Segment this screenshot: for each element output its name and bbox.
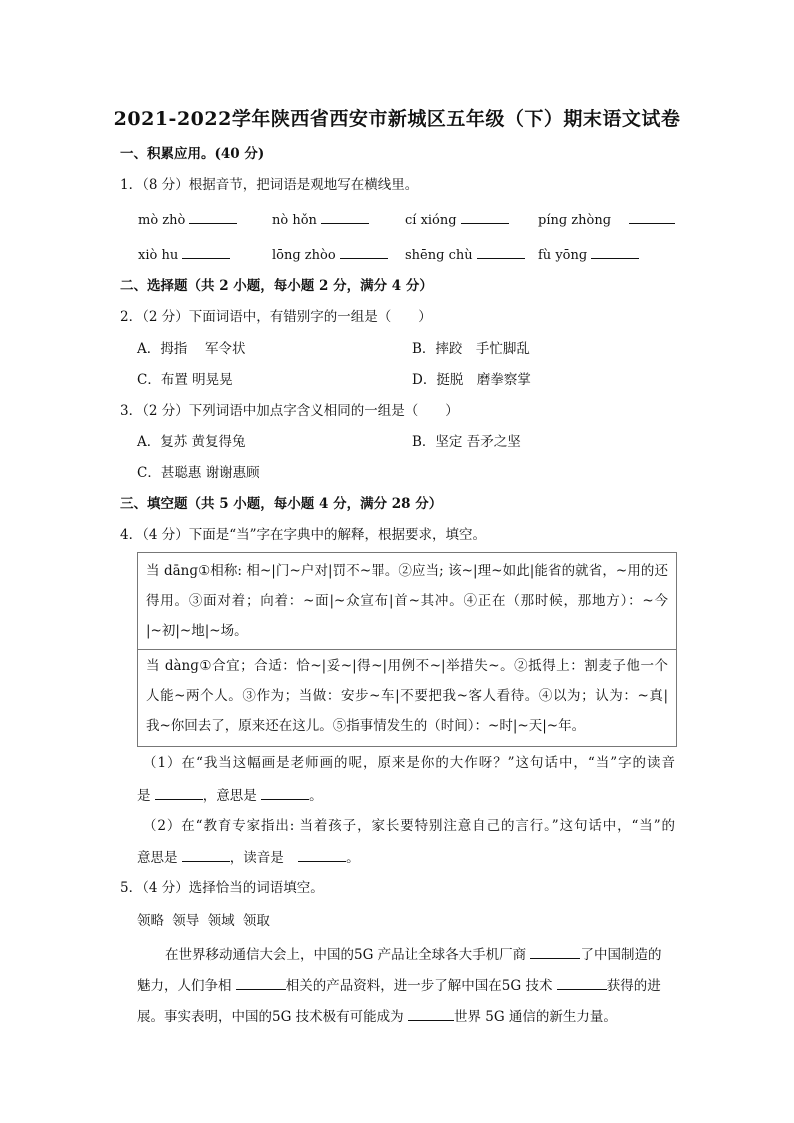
answer-blank[interactable] — [261, 785, 309, 800]
answer-blank[interactable] — [461, 209, 509, 224]
answer-blank[interactable] — [629, 209, 675, 224]
dictionary-entry-dang4: 当 dànɡ①合宜；合适：恰~|妥~|得~|用例不~|举措失~。②抵得上：割麦子他一个 人能~两个人。③作为；当做：安步~车|不要把我~客人看待。④以为；认为：~真| 我~你回去了，原来还在这儿。⑤指事情发生的（时间）：~时|~天|~年。 — [137, 649, 677, 747]
sub-question-1-answer: 是 ，意思是 。 — [137, 785, 323, 806]
option-2a[interactable]: A．拇指 军令状 — [137, 341, 246, 357]
option-2c[interactable]: C．布置 明晃晃 — [137, 372, 233, 388]
answer-blank[interactable] — [298, 847, 346, 862]
question-3-stem: 3．（2 分）下列词语中加点字含义相同的一组是（ ） — [120, 403, 459, 419]
pinyin-5: xiò hu — [138, 244, 230, 266]
answer-blank[interactable] — [477, 244, 525, 259]
passage-line-3: 展。事实表明，中国的5G 技术极有可能成为 世界 5G 通信的新生力量。 — [137, 1006, 617, 1027]
section-heading-1: 一、积累应用。(40 分) — [120, 146, 265, 162]
option-2b[interactable]: B．摔跤 手忙脚乱 — [412, 341, 530, 357]
sub-question-1: （1）在“我当这幅画是老师画的呢，原来是你的大作呀？”这句话中，“当”字的读音 — [143, 755, 675, 771]
question-5-stem: 5．（4 分）选择恰当的词语填空。 — [120, 880, 324, 896]
answer-blank[interactable] — [182, 847, 230, 862]
answer-blank[interactable] — [530, 944, 580, 959]
pinyin-1: mò zhò — [138, 209, 237, 231]
sub-question-2: （2）在“教育专家指出: 当着孩子，家长要特别注意自己的言行。”这句话中，“当”的 — [143, 818, 675, 834]
answer-blank[interactable] — [321, 209, 369, 224]
sub-question-2-answer: 意思是 ，读音是 。 — [137, 847, 360, 868]
pinyin-3: cí xióng — [405, 209, 509, 231]
answer-blank[interactable] — [182, 244, 230, 259]
pinyin-4: pínɡ zhònɡ — [538, 209, 675, 231]
answer-blank[interactable] — [408, 1006, 454, 1021]
answer-blank[interactable] — [557, 975, 607, 990]
passage-line-1: 在世界移动通信大会上，中国的5G 产品让全球各大手机厂商 了中国制造的 — [165, 944, 675, 965]
pinyin-2: nò hǒn — [272, 209, 369, 231]
dictionary-entry-dang1: 当 dānɡ①相称: 相~|门~户对|罚不~罪。②应当; 该~|理~如此|能省的就省，~用的还 得用。③面对着；向着：~面|~众宣布|首~其冲。④正在（那时候，那地方）：~今 |~初|~地|~场。 — [137, 552, 677, 650]
answer-blank[interactable] — [155, 785, 203, 800]
option-3c[interactable]: C．甚聪惠 谢谢惠顾 — [137, 465, 260, 481]
option-3b[interactable]: B．坚定 吾矛之坚 — [412, 434, 521, 450]
question-4-stem: 4．（4 分）下面是“当”字在字典中的解释，根据要求，填空。 — [120, 527, 487, 543]
pinyin-6: lōnɡ zhòo — [272, 244, 388, 266]
answer-blank[interactable] — [189, 209, 237, 224]
question-1-stem: 1．（8 分）根据音节，把词语是观地写在横线里。 — [120, 177, 419, 193]
section-heading-3: 三、填空题（共 5 小题，每小题 4 分，满分 28 分） — [120, 496, 443, 512]
option-2d[interactable]: D．挺脱 磨拳察掌 — [412, 372, 531, 388]
pinyin-7: shēnɡ chù — [405, 244, 525, 266]
passage-line-2: 魅力，人们争相 相关的产品资料，进一步了解中国在5G 技术 获得的进 — [137, 975, 677, 996]
question-2-stem: 2．（2 分）下面词语中，有错别字的一组是（ ） — [120, 309, 432, 325]
option-3a[interactable]: A．复苏 黄复得兔 — [137, 434, 246, 450]
answer-blank[interactable] — [236, 975, 286, 990]
answer-blank[interactable] — [591, 244, 639, 259]
answer-blank[interactable] — [340, 244, 388, 259]
page-title: 2021-2022学年陕西省西安市新城区五年级（下）期末语文试卷 — [113, 108, 681, 130]
word-choices: 领略 领导 领域 领取 — [137, 913, 270, 929]
section-heading-2: 二、选择题（共 2 小题，每小题 2 分，满分 4 分） — [120, 278, 433, 294]
pinyin-8: fù yōnɡ — [538, 244, 639, 266]
